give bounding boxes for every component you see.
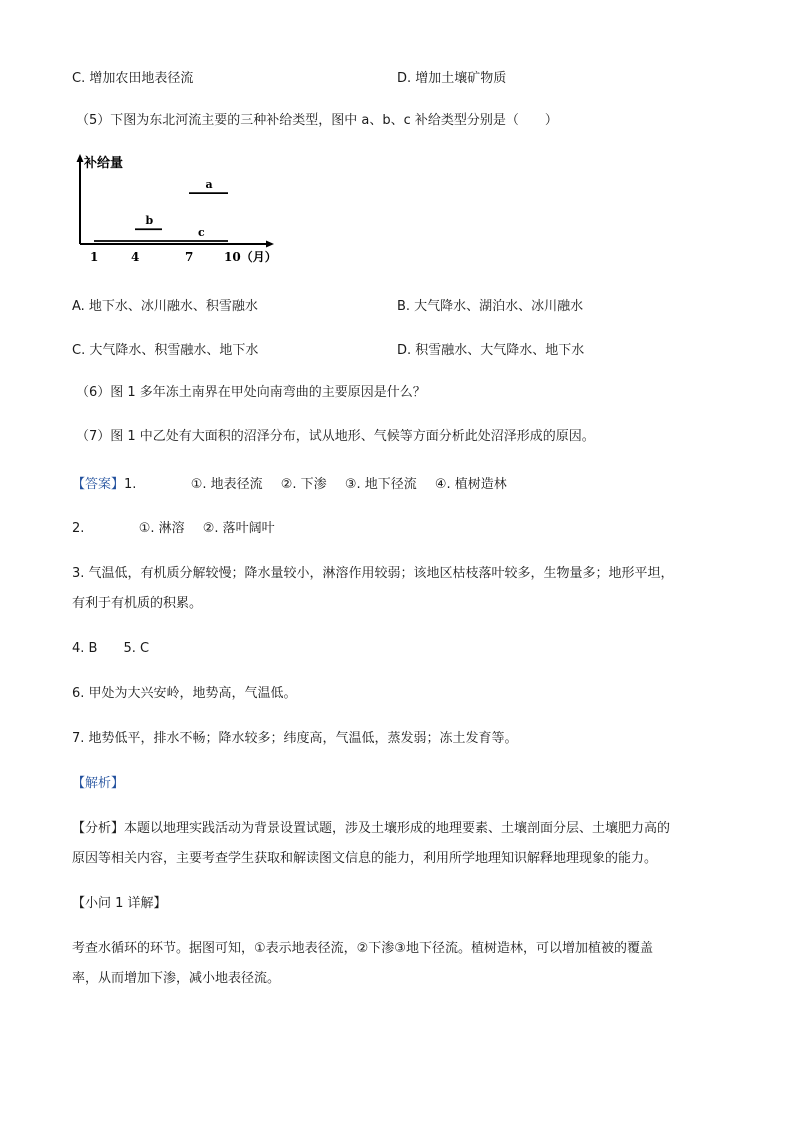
q6-stem: （6）图 1 多年冻土南界在甲处向南弯曲的主要原因是什么？	[76, 385, 426, 400]
recharge-chart	[70, 150, 300, 268]
q4-options-row	[72, 67, 722, 85]
series-label-c: c	[198, 226, 205, 239]
sub1-line-2: 率，从而增加下渗，减小地表径流。	[72, 971, 281, 986]
series-label-a: a	[205, 178, 213, 192]
q5-options-row-2	[72, 339, 722, 357]
analysis-intro-line-1: 【分析】本题以地理实践活动为背景设置试题，涉及土壤形成的地理要素、土壤剖面分层、土壤肥力高的	[72, 821, 671, 836]
answer-1-line	[72, 473, 507, 492]
q5-option-b: B. 大气降水、湖泊水、冰川融水	[397, 299, 584, 314]
series-label-b: b	[145, 214, 154, 228]
q7-stem: （7）图 1 中乙处有大面积的沼泽分布，试从地形、气候等方面分析此处沼泽形成的原因。	[76, 429, 595, 444]
q4-option-d: D. 增加土壤矿物质	[397, 71, 507, 86]
analysis-tag: 【解析】	[72, 776, 125, 791]
q5-stem: （5）下图为东北河流主要的三种补给类型，图中 a、b、c 补给类型分别是（ ）	[76, 113, 558, 128]
answer-2-item: ②. 落叶阔叶	[202, 521, 275, 536]
answer-7-line: 7. 地势低平，排水不畅；降水较多；纬度高，气温低，蒸发弱；冻土发育等。	[72, 731, 518, 746]
q5-option-a: A. 地下水、冰川融水、积雪融水	[72, 299, 258, 314]
answer-1-item: ②. 下渗	[280, 477, 327, 492]
x-tick-label: 7	[185, 250, 194, 264]
analysis-intro-line-2: 原因等相关内容，主要考查学生获取和解读图文信息的能力，利用所学地理知识解释地理现象的能力。	[72, 851, 658, 866]
answer-6-line: 6. 甲处为大兴安岭，地势高，气温低。	[72, 686, 297, 701]
answer-3-line-1: 3. 气温低，有机质分解较慢；降水量较小，淋溶作用较弱；该地区枯枝落叶较多，生物量多；地形平坦，	[72, 566, 674, 581]
x-tick-label: 4	[131, 250, 140, 264]
x-tick-label: 1	[90, 250, 99, 264]
answer-2-num: 2.	[72, 521, 85, 536]
y-axis-arrow	[77, 154, 84, 162]
q5-option-c: C. 大气降水、积雪融水、地下水	[72, 343, 259, 358]
answer-4-5-line: 4. B 5. C	[72, 641, 150, 656]
sub1-line-1: 考查水循环的环节。据图可知，①表示地表径流，②下渗③地下径流。植树造林，可以增加植被的覆盖	[72, 941, 653, 956]
answer-3-line-2: 有利于有机质的积累。	[72, 596, 203, 611]
answer-2-line	[72, 517, 275, 536]
answer-tag: 【答案】	[72, 477, 125, 492]
answer-1-num: 1.	[124, 477, 137, 492]
answer-1-item: ④. 植树造林	[434, 477, 507, 492]
answer-1-item: ①. 地表径流	[190, 477, 263, 492]
x-axis-arrow	[266, 241, 274, 248]
y-axis-label: 补给量	[84, 156, 124, 171]
answer-2-item: ①. 淋溶	[138, 521, 185, 536]
q4-option-c: C. 增加农田地表径流	[72, 71, 194, 86]
x-tick-label: 10（月）	[224, 250, 277, 264]
q5-option-d: D. 积雪融水、大气降水、地下水	[397, 343, 585, 358]
q5-options-row-1	[72, 295, 722, 313]
chart-plot	[77, 154, 277, 264]
sub1-title: 【小问 1 详解】	[72, 896, 167, 911]
answer-1-item: ③. 地下径流	[344, 477, 417, 492]
